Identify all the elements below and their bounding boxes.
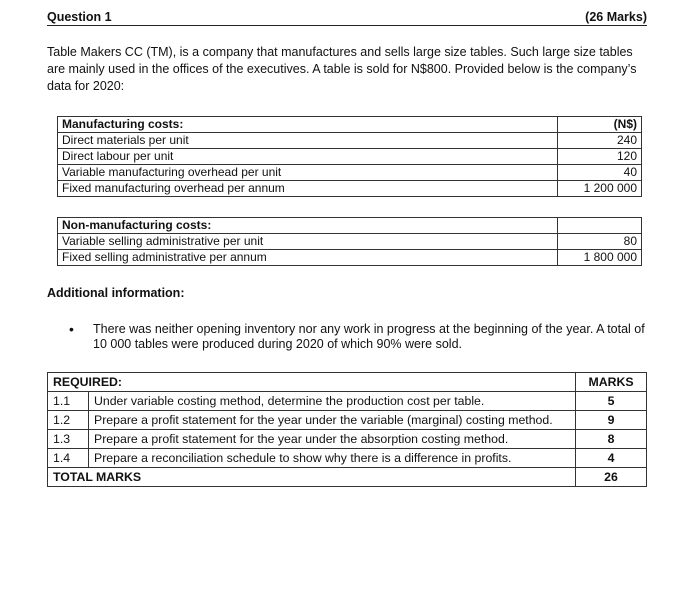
item-number: 1.1 — [48, 392, 89, 411]
table-row — [58, 218, 642, 234]
cost-value: 1 800 000 — [558, 250, 642, 266]
bullet-item — [69, 322, 659, 352]
item-marks: 5 — [576, 392, 647, 411]
manufacturing-costs-table — [57, 116, 642, 197]
item-text: Prepare a profit statement for the year under the absorption costing method. — [89, 430, 576, 449]
total-marks: 26 — [576, 468, 647, 487]
manufacturing-heading: Manufacturing costs: — [58, 117, 558, 133]
cost-value: 80 — [558, 234, 642, 250]
cost-label: Variable manufacturing overhead per unit — [58, 165, 558, 181]
table-row — [48, 449, 647, 468]
question-title: Question 1 — [47, 10, 112, 24]
total-label: TOTAL MARKS — [48, 468, 576, 487]
item-number: 1.2 — [48, 411, 89, 430]
item-marks: 4 — [576, 449, 647, 468]
table-row — [58, 117, 642, 133]
cost-value: 120 — [558, 149, 642, 165]
item-number: 1.3 — [48, 430, 89, 449]
cost-label: Direct labour per unit — [58, 149, 558, 165]
empty-cell — [558, 218, 642, 234]
intro-paragraph: Table Makers CC (TM), is a company that manufactures and sells large size tables. Such large size tables are mainly used in the offices of the executives. A table is sold for N$800. Provided below is the company’s data for 2020: — [47, 45, 637, 93]
table-row — [58, 133, 642, 149]
cost-label: Fixed selling administrative per annum — [58, 250, 558, 266]
question-marks: (26 Marks) — [585, 10, 647, 24]
table-row — [48, 373, 647, 392]
table-row — [58, 149, 642, 165]
table-row — [58, 181, 642, 197]
item-marks: 8 — [576, 430, 647, 449]
table-row — [58, 250, 642, 266]
required-table — [47, 372, 647, 487]
cost-label: Variable selling administrative per unit — [58, 234, 558, 250]
table-row — [48, 411, 647, 430]
cost-value: 40 — [558, 165, 642, 181]
cost-value: 1 200 000 — [558, 181, 642, 197]
cost-value: 240 — [558, 133, 642, 149]
item-text: Under variable costing method, determine the production cost per table. — [89, 392, 576, 411]
bullet-text: There was neither opening inventory nor any work in progress at the beginning of the year. A total of 10 000 tables were produced during 2020 of which 90% were sold. — [93, 322, 645, 351]
item-text: Prepare a profit statement for the year under the variable (marginal) costing method. — [89, 411, 576, 430]
additional-info-heading: Additional information: — [47, 286, 185, 300]
table-row — [48, 392, 647, 411]
non-manufacturing-heading: Non-manufacturing costs: — [58, 218, 558, 234]
question-header — [47, 7, 647, 26]
marks-heading: MARKS — [576, 373, 647, 392]
bullet-icon: • — [69, 321, 74, 337]
item-number: 1.4 — [48, 449, 89, 468]
currency-unit: (N$) — [558, 117, 642, 133]
table-row — [48, 468, 647, 487]
table-row — [48, 430, 647, 449]
required-heading: REQUIRED: — [48, 373, 576, 392]
item-text: Prepare a reconciliation schedule to show why there is a difference in profits. — [89, 449, 576, 468]
item-marks: 9 — [576, 411, 647, 430]
table-row — [58, 165, 642, 181]
non-manufacturing-costs-table — [57, 217, 642, 266]
cost-label: Direct materials per unit — [58, 133, 558, 149]
cost-label: Fixed manufacturing overhead per annum — [58, 181, 558, 197]
table-row — [58, 234, 642, 250]
